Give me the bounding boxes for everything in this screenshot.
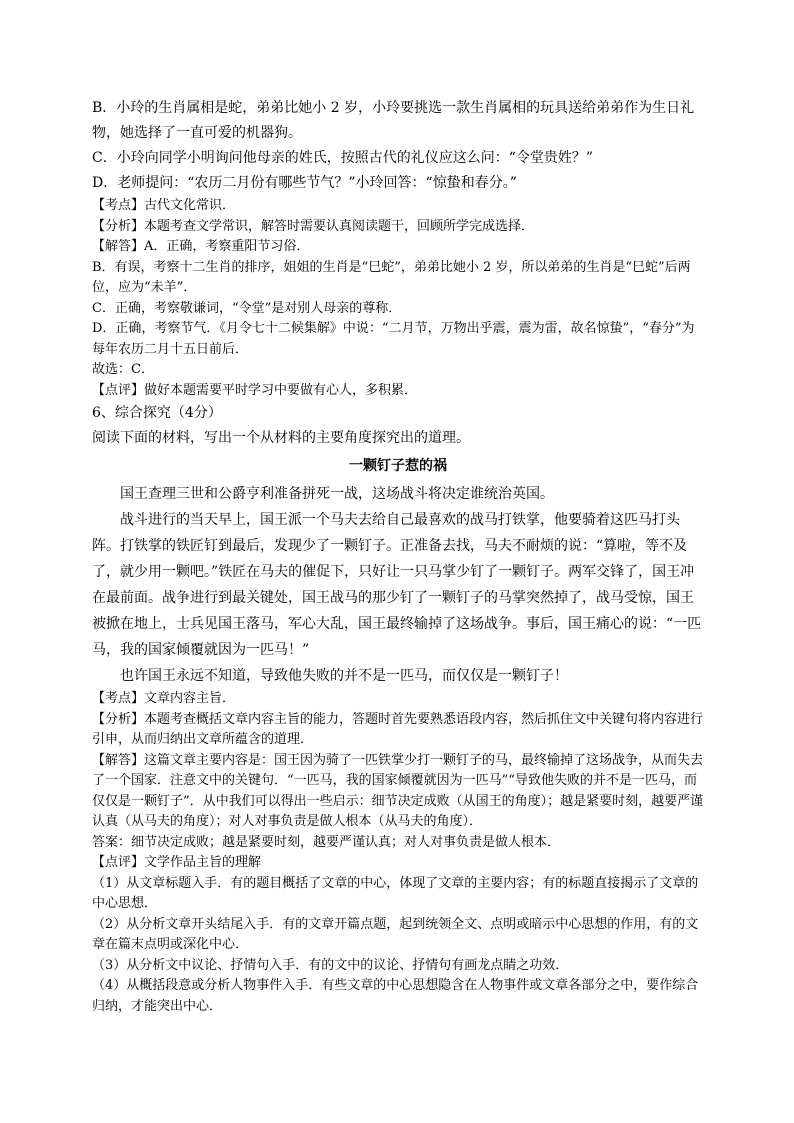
q5-line-b: B．有误，考察十二生肖的排序，姐姐的生肖是“巳蛇”，弟弟比她小 2 岁，所以弟弟的生肖是“巳蛇”后两位，应为“未羊”． [92, 259, 691, 295]
q5-dianping: 【点评】做好本题需要平时学习中要做有心人，多积累． [92, 382, 418, 398]
q6-dianping: 【点评】文学作品主旨的理解 [92, 855, 262, 870]
story-paragraph-1: 国王查理三世和公爵亨利准备拼死一战，这场战斗将决定谁统治英国。 [120, 486, 554, 502]
document-page [92, 96, 704, 1017]
q6-answer: 答案：细节决定成败；越是紧要时刻，越要严谨认真；对人对事负责是做人根本． [92, 834, 561, 850]
q5-line-d: D．正确，考察节气．《月令七十二候集解》中说：“二月节，万物出乎震，震为雷，故名惊蛰”，“春分”为每年农历二月十五日前后． [92, 321, 695, 357]
q6-tip-3: （3）从分析文中议论、抒情句入手．有的文中的议论、抒情句有画龙点睛之功效． [92, 957, 569, 973]
q6-instruction: 阅读下面的材料，写出一个从材料的主要角度探究出的道理。 [92, 430, 470, 446]
option-d: D．老师提问：“农历二月份有哪些节气？”小玲回答：“惊蛰和春分。” [92, 175, 517, 191]
q6-tip-2: （2）从分析文章开头结尾入手．有的文章开篇点题，起到统领全文、点明或暗示中心思想的作用，有的文章在篇末点明或深化中心． [92, 916, 699, 952]
q5-fenxi: 【分析】本题考查文学常识，解答时需要认真阅读题干，回顾所学完成选择． [92, 218, 535, 234]
option-b: B．小玲的生肖属相是蛇，弟弟比她小 2 岁，小玲要挑选一款生肖属相的玩具送给弟弟作为生日礼物，她选择了一直可爱的机器狗。 [92, 100, 695, 141]
story-title: 一颗钉子惹的祸 [349, 458, 447, 474]
q5-answer: 故选：C． [92, 362, 154, 377]
q6-jieda: 【解答】这篇文章主要内容是：国王因为骑了一匹铁掌少打一颗钉子的马，最终输掉了这场战争，从而失去了一个国家．注意文中的关键句．“一匹马，我的国家倾覆就因为一匹马”“导致他失败的并不是一匹马，而仅仅是一颗钉子”．从中我们可以得出一些启示：细节决定成败（从国王的角度）；越是紧要时刻，越要严谨认真（从马夫的角度）；对人对事负责是做人根本（从马夫的角度）． [92, 752, 704, 829]
story-paragraph-2: 战斗进行的当天早上，国王派一个马夫去给自己最喜欢的战马打铁掌，他要骑着这匹马打头阵。打铁掌的铁匠钉到最后，发现少了一颗钉子。正准备去找，马夫不耐烦的说：“算啦，等不及了，就少用一颗吧。”铁匠在马夫的催促下，只好让一只马掌少钉了一颗钉子。两军交锋了，国王冲在最前面。战争进行到最关键处，国王战马的那少钉了一颗钉子的马掌突然掉了，战马受惊，国王被掀在地上，士兵见国王落马，军心大乱，国王最终输掉了这场战争。事后，国王痛心的说：“一匹马，我的国家倾覆就因为一匹马！” [92, 512, 702, 658]
q5-kaodian: 【考点】古代文化常识． [92, 198, 236, 213]
q6-kaodian: 【考点】文章内容主旨． [92, 691, 236, 706]
q5-line-c: C．正确，考察敬谦词，“令堂”是对别人母亲的尊称． [92, 300, 402, 316]
q6-fenxi: 【分析】本题考查概括文章内容主旨的能力，答题时首先要熟悉语段内容，然后抓住文中关键句将内容进行引申，从而归纳出文章所蕴含的道理． [92, 711, 704, 747]
q6-heading: 6、综合探究（4分） [92, 405, 222, 421]
option-c: C．小玲向同学小明询问他母亲的姓氏，按照古代的礼仪应这么问：“令堂贵姓？” [92, 150, 594, 166]
story-paragraph-3: 也许国王永远不知道，导致他失败的并不是一匹马，而仅仅是一颗钉子！ [120, 668, 568, 684]
q6-tip-1: （1）从文章标题入手．有的题目概括了文章的中心，体现了文章的主要内容；有的标题直接揭示了文章的中心思想． [92, 875, 699, 911]
q5-jieda: 【解答】A．正确，考察重阳节习俗． [92, 239, 310, 254]
q6-tip-4: （4）从概括段意或分析人物事件入手．有些文章的中心思想隐含在人物事件或文章各部分之中，要作综合归纳，才能突出中心． [92, 978, 699, 1014]
